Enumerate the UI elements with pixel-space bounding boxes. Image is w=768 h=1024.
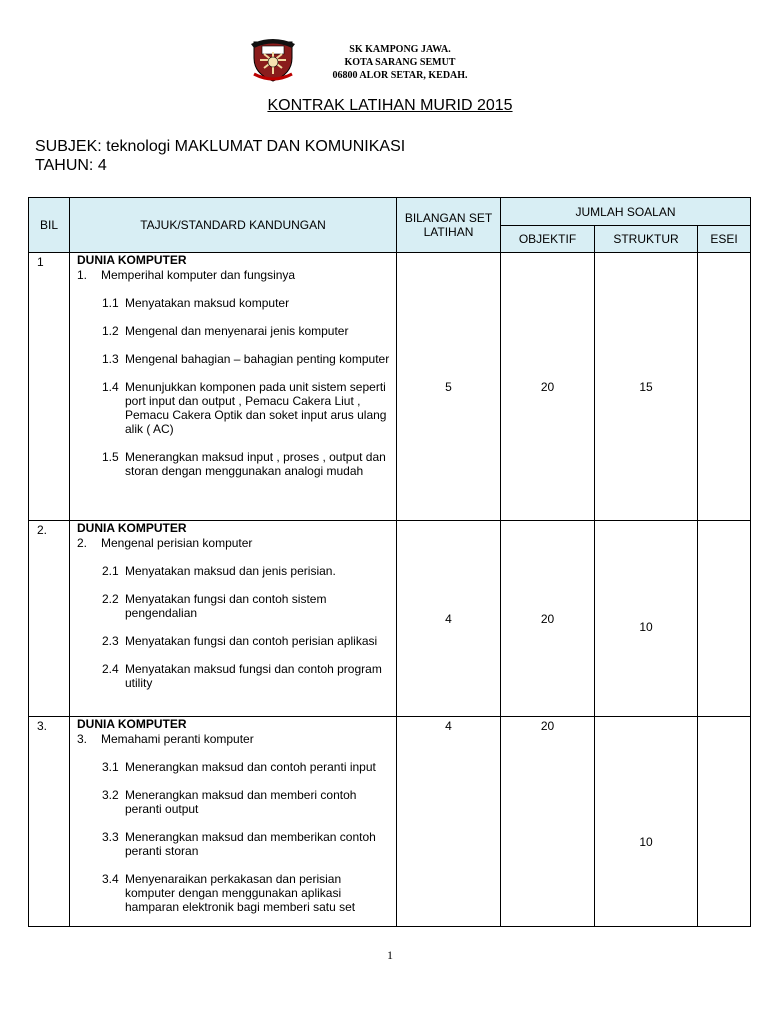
topic-heading: DUNIA KOMPUTER xyxy=(77,521,187,535)
content-item: 2.1 Menyatakan maksud dan jenis perisian. xyxy=(102,564,336,578)
topic-heading: DUNIA KOMPUTER xyxy=(77,717,187,731)
row-number: 2. xyxy=(29,521,70,717)
structure-value: 10 xyxy=(595,521,698,717)
content-item: 1.4 Menunjukkan komponen pada unit sistem seperti port input dan output , Pemacu Cakera Liut , Pemacu Cakera Optik dan soket input arus ulang alik ( AC) xyxy=(102,380,387,436)
topic-subheading: 3. Memahami peranti komputer xyxy=(77,732,254,746)
topic-heading: DUNIA KOMPUTER xyxy=(77,253,187,267)
table-row xyxy=(29,253,751,521)
structure-value: 15 xyxy=(595,253,698,521)
topic-subheading: 2. Mengenal perisian komputer xyxy=(77,536,253,550)
school-postcode: 06800 ALOR SETAR, KEDAH. xyxy=(332,70,468,81)
header-sets: BILANGAN SET LATIHAN xyxy=(397,198,501,253)
header-structure: STRUKTUR xyxy=(595,226,698,253)
topic-subheading: 1. Memperihal komputer dan fungsinya xyxy=(77,268,296,282)
sets-value: 4 xyxy=(397,717,501,927)
header-bil: BIL xyxy=(29,198,70,253)
row-number: 1 xyxy=(29,253,70,521)
header-objective: OBJEKTIF xyxy=(501,226,595,253)
sets-value: 5 xyxy=(397,253,501,521)
essay-value xyxy=(698,521,751,717)
header-topic: TAJUK/STANDARD KANDUNGAN xyxy=(70,198,397,253)
topic-cell xyxy=(70,521,397,717)
document-title: KONTRAK LATIHAN MURID 2015 xyxy=(267,97,513,114)
content-item: 1.5 Menerangkan maksud input , proses , output dan storan dengan menggunakan analogi mudah xyxy=(102,450,386,478)
table-row xyxy=(29,717,751,927)
subject-line: SUBJEK: teknologi MAKLUMAT DAN KOMUNIKASI xyxy=(35,138,406,155)
objective-value: 20 xyxy=(501,253,595,521)
topic-cell xyxy=(70,253,397,521)
school-address xyxy=(300,43,500,82)
school-name: SK KAMPONG JAWA. xyxy=(349,44,451,55)
school-crest-icon xyxy=(248,34,298,84)
essay-value xyxy=(698,253,751,521)
content-item: 2.2 Menyatakan fungsi dan contoh sistem pengendalian xyxy=(102,592,327,620)
school-town: KOTA SARANG SEMUT xyxy=(344,57,456,68)
content-item: 3.2 Menerangkan maksud dan memberi contoh peranti output xyxy=(102,788,357,816)
essay-value xyxy=(698,717,751,927)
content-item: 1.3 Mengenal bahagian – bahagian penting komputer xyxy=(102,352,390,366)
table-header-row xyxy=(29,198,751,226)
header-essay: ESEI xyxy=(698,226,751,253)
content-item: 3.1 Menerangkan maksud dan contoh peranti input xyxy=(102,760,376,774)
contract-table xyxy=(28,197,751,927)
topic-cell xyxy=(70,717,397,927)
content-item: 1.2 Mengenal dan menyenarai jenis komputer xyxy=(102,324,349,338)
structure-value: 10 xyxy=(595,717,698,927)
objective-value: 20 xyxy=(501,717,595,927)
content-item: 3.3 Menerangkan maksud dan memberikan contoh peranti storan xyxy=(102,830,376,858)
row-number: 3. xyxy=(29,717,70,927)
sets-value: 4 xyxy=(397,521,501,717)
content-item: 2.3 Menyatakan fungsi dan contoh perisian aplikasi xyxy=(102,634,378,648)
header-questions: JUMLAH SOALAN xyxy=(501,198,751,226)
year-line: TAHUN: 4 xyxy=(35,157,107,174)
subject-block xyxy=(35,137,405,175)
content-item: 2.4 Menyatakan maksud fungsi dan contoh program utility xyxy=(102,662,382,690)
objective-value: 20 xyxy=(501,521,595,717)
content-item: 1.1 Menyatakan maksud komputer xyxy=(102,296,290,310)
table-row xyxy=(29,521,751,717)
content-item: 3.4 Menyenaraikan perkakasan dan perisian komputer dengan menggunakan aplikasi hamparan elektronik bagi memberi satu set xyxy=(102,872,356,914)
page-number: 1 xyxy=(387,948,393,962)
